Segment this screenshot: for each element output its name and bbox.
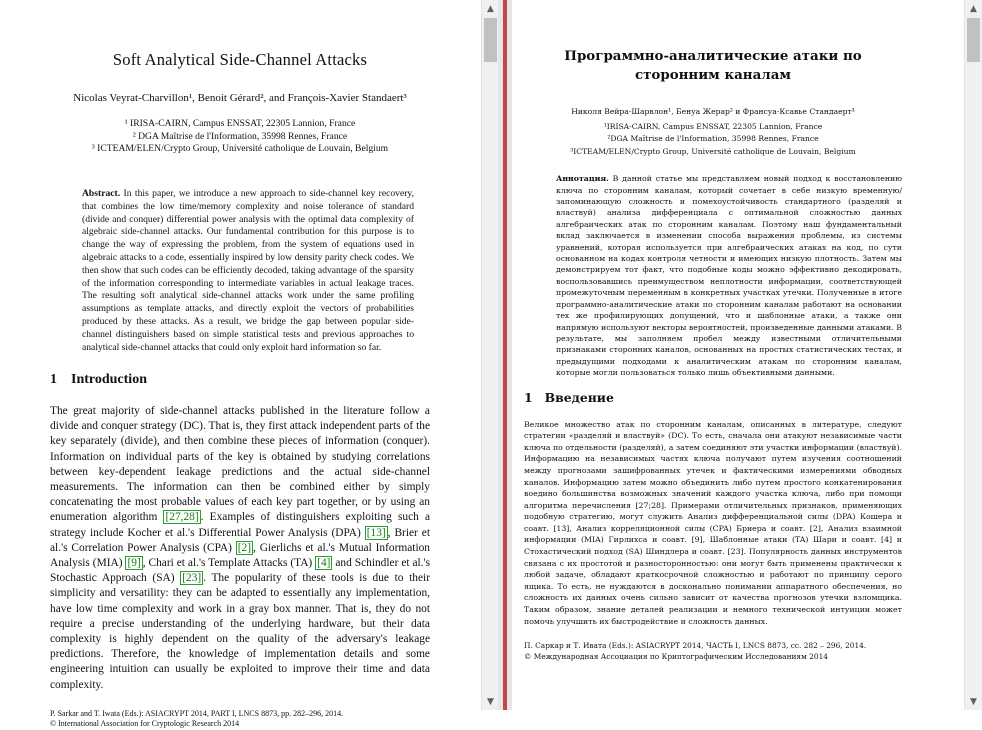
scroll-thumb[interactable] <box>967 18 980 62</box>
pane-splitter[interactable] <box>498 0 512 710</box>
section-number: 1 <box>50 372 57 388</box>
paper-authors: Nicolas Veyrat-Charvillon¹, Benoit Gérard², and François-Xavier Standaert³ <box>73 91 407 104</box>
section-title: Introduction <box>71 372 147 388</box>
citation-link[interactable]: [13] <box>366 526 386 539</box>
affiliation-1: ¹IRISA-CAIRN, Campus ENSSAT, 22305 Lannion, France <box>603 122 823 131</box>
citation-link[interactable]: [23] <box>182 572 202 585</box>
footer-copyright: © Международная Ассоциация по Криптографическим Исследованиям 2014 <box>524 652 828 662</box>
affiliation-3: ³ICTEAM/ELEN/Crypto Group, Université catholique de Louvain, Belgium <box>570 146 856 156</box>
section-title: Введение <box>544 389 614 405</box>
footer-copyright: © International Association for Cryptologic Research 2014 <box>50 719 240 729</box>
translated-section-heading <box>524 390 902 405</box>
citation-link[interactable]: [4] <box>317 556 331 569</box>
scroll-down-icon[interactable]: ▼ <box>487 696 494 707</box>
translated-affiliations <box>524 121 902 158</box>
section-heading <box>50 372 430 388</box>
translated-title: Программно-аналитические атаки по сторонним каналам <box>564 48 862 83</box>
citation-link[interactable]: [27,28] <box>165 511 199 524</box>
intro-text: , Gierlichs et al.'s Mutual Information Analysis (MIA) <box>50 541 431 569</box>
citation-link[interactable]: [9] <box>127 556 141 569</box>
abstract-label: Аннотация. <box>556 174 609 184</box>
affiliation-2: ²DGA Maîtrise de l'Information, 35998 Rennes, France <box>607 134 819 144</box>
translated-abstract <box>556 173 902 378</box>
intro-text: . Examples of distinguishers exploiting such a strategy include Kocher et al.'s Differential Power Analysis (DPA) <box>50 511 431 539</box>
affiliation-3: ³ ICTEAM/ELEN/Crypto Group, Université catholique de Louvain, Belgium <box>91 143 389 155</box>
scroll-down-icon[interactable]: ▼ <box>970 696 977 707</box>
scroll-up-icon[interactable]: ▲ <box>970 3 977 14</box>
right-document-pane[interactable] <box>512 0 964 710</box>
abstract-label: Abstract. <box>82 187 121 199</box>
abstract-text: В данной статье мы представляем новый подход к восстановлению ключа по сторонним каналам, который сочетает в себе низкую временную/запоминающую сложность и помехоустойчивость стандартного (разделяй и властвуй) анализа дифференциала с оптимальной сложностью данных алгебраических атак по сторонним каналам. Поэтому наш фундаментальный вклад заключается в изменении способа выражения проблемы, из системы уравнений, которая используется при алгебраических атаках на код, по сути основанном на кодах контроля четности и имеющих низкую плотность. Затем мы демонстрируем тот факт, что подобные коды можно эффективно декодировать, воспользовавшись преимуществом неплотности информации, соответствующей промежуточным переменным в конкретных участках утечки. Полученные в итоге программно-аналитические атаки по сторонним каналам работают на основании тех же профилирующих допущений, что и шаблонные атаки, а также они напрямую используют векторы вероятностей, произведенные данными атаками. В результате, мы заполняем пробел между известными отличительными признаками сторонних каналов, основанных на простых статистических тестах, и предыдущими подходами к аналитическим атакам по сторонним каналам, которые могли пользоваться только лишь объективными данными. <box>556 174 902 378</box>
splitter-line <box>503 0 507 710</box>
translated-authors: Николя Вейра-Шарвлон¹, Бенуа Жерар² и Франсуа-Ксавье Стандаерт³ <box>571 107 855 116</box>
left-document-pane[interactable] <box>0 0 480 729</box>
citation-link[interactable]: [2] <box>237 541 252 554</box>
footer-citation: П. Саркар и Т. Ивата (Eds.): ASIACRYPT 2014, ЧАСТЬ I, LNCS 8873, сс. 282 – 296, 2014. <box>524 641 867 651</box>
left-scrollbar[interactable] <box>481 0 499 710</box>
scroll-thumb[interactable] <box>484 18 497 62</box>
intro-text: . The popularity of these tools is due to their simplicity and versatility: they can be adapted to essentially any implementation, have low time complexity and work in a gray box manner. That is, they do not require a precise understanding of the underlying hardware, but their data complexity is highly dependent on the quality of the adversary's leakage predictions. Therefore, the knowledge of implementation details and some engineering intuition can usually be exploited to improve their time and data complexity. <box>50 572 431 691</box>
intro-text: The great majority of side-channel attacks published in the literature follow a divide and conquer strategy (DC). That is, they first attack independent parts of the key separately (divide), and then combine these pieces of information (conquer). Information on individual parts of the key is obtained by studying correlations between key-dependent leakage predictions and the actual side-channel measurements. The information can then be combined either by simply concatenating the most probable values of each key part together, or by using an enumeration algorithm <box>50 404 430 524</box>
abstract-text: In this paper, we introduce a new approach to side-channel key recovery, that combines the low time/memory complexity and noise tolerance of standard (divide and conquer) differential power analysis with the optimal data complexity of algebraic side-channel attacks. Our fundamental contribution for this purpose is to change the way of expressing the problem, from the system of equations used in algebraic attacks to a code, essentially inspired by low density parity check codes. We then show that such codes can be efficiently decoded, taking advantage of the sparsity of the information corresponding to intermediate variables in actual leakage traces. The resulting soft analytical side-channel attacks work under the same profiling assumptions as template attacks, and directly exploit the vectors of probabilities produced by these attacks. As a result, we bridge the gap between popular side-channel distinguishers based on simple statistical tests and previous approaches to analytical side-channel attacks that could only exploit hard information so far. <box>82 187 414 353</box>
translated-footer <box>524 640 902 662</box>
right-scrollbar[interactable] <box>964 0 982 710</box>
page-footer <box>50 709 430 730</box>
paper-title: Soft Analytical Side-Channel Attacks <box>112 50 368 69</box>
abstract <box>82 188 414 354</box>
intro-paragraph <box>50 404 430 693</box>
right-page <box>524 0 902 662</box>
affiliation-2: ² DGA Maîtrise de l'Information, 35998 Rennes, France <box>132 130 348 142</box>
footer-citation: P. Sarkar and T. Iwata (Eds.): ASIACRYPT 2014, PART I, LNCS 8873, pp. 282–296, 2014. <box>50 708 344 718</box>
intro-text: , Chari et al.'s Template Attacks (TA) <box>142 556 316 569</box>
affiliations <box>50 118 430 156</box>
intro-text: , Brier et al.'s Correlation Power Analysis (CPA) <box>50 526 430 554</box>
affiliation-1: ¹ IRISA-CAIRN, Campus ENSSAT, 22305 Lannion, France <box>124 118 356 130</box>
section-number: 1 <box>524 389 533 405</box>
translated-intro-paragraph: Великое множество атак по сторонним каналам, описанных в литературе, следуют стратегии «разделяй и властвуй» (DC). То есть, сначала они атакуют независимые части ключа по отдельности (разделяй), а затем соединяют эти участки информации (властвуй). Информацию на независимых частях ключа получают путем изучения соотношений между прогнозами зашифрованных утечек и фактическими измерениями обводных каналов. Информацию затем можно объединить либо путем простого конкатенирования воедино большинства возможных значений каждого участка ключа, либо при помощи алгоритма перечисления [27;28]. Примерами отличительных признаков, применяющих подобную стратегию, могут служить Анализ дифференциальной силы (DPA) Кошера и соавт. [13], Анализ корреляционной силы (CPA) Бриера и соавт. [2], Анализ взаимной информации (MIA) Гирлихса и соавт. [9], Шаблонные атаки (TA) Шари и соавт. [4] и Стохастический подход (SA) Шиндлера и соавт. [23]. Популярность данных инструментов связана с их простотой и разносторонностью: они могут быть применены практически к любой задаче, обладают краткосрочной сложностью и работают по принципу серого ящика. То есть, не нуждаются в досконально понимании аппаратного обеспечения, но сложность их данных очень сильно зависит от качества прогнозов утечки взломщика. Таким образом, знание деталей реализации и немного технической интуиции может помочь улучшить их быстродействие и сложность данных. <box>524 419 902 626</box>
intro-text: and Schindler et al.'s Stochastic Approach (SA) <box>50 556 431 585</box>
left-page <box>50 0 430 730</box>
scroll-up-icon[interactable]: ▲ <box>487 3 494 14</box>
